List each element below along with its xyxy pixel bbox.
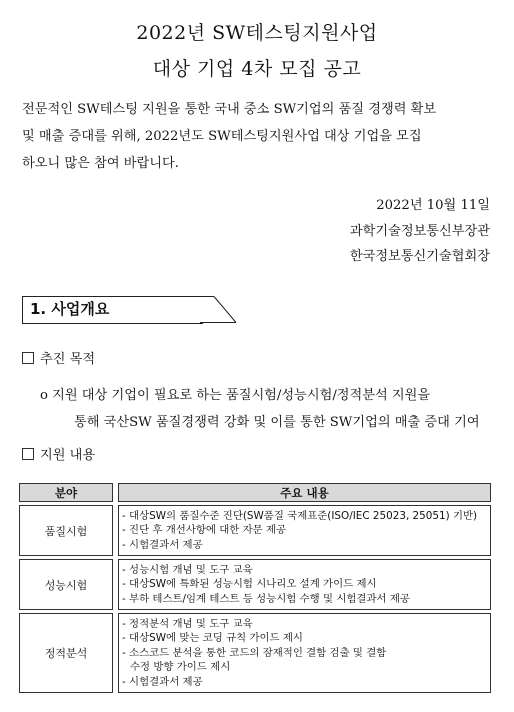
content-item: - 대상SW에 특화된 성능시험 시나리오 설계 가이드 제시 <box>122 578 377 591</box>
content-cell <box>118 613 491 693</box>
purpose-heading-label: 추진 목적 <box>40 352 96 367</box>
category-cell: 품질시험 <box>19 505 113 556</box>
section-title: 1. 사업개요 <box>30 300 110 318</box>
purpose-paragraph <box>40 382 502 436</box>
content-item: - 진단 후 개선사항에 대한 자문 제공 <box>122 524 287 537</box>
announcement-title-line2: 대상 기업 4차 모집 공고 <box>152 58 362 80</box>
intro-line: 전문적인 SW테스팅 지원을 통한 국내 중소 SW기업의 품질 경쟁력 확보 <box>22 102 437 117</box>
content-item: - 소스코드 분석을 통한 코드의 잠재적인 결함 검출 및 결함 <box>122 646 387 659</box>
content-item: - 성능시험 개념 및 도구 교육 <box>122 563 253 576</box>
intro-line: 하오니 많은 참여 바랍니다. <box>22 156 179 171</box>
issuer-ministry: 과학기술정보통신부장관 <box>349 224 490 239</box>
announcement-date: 2022년 10월 11일 <box>376 198 490 213</box>
content-heading-label: 지원 내용 <box>40 448 96 463</box>
content-item: - 시험결과서 제공 <box>122 675 203 688</box>
category-cell: 성능시험 <box>19 559 113 610</box>
content-item: - 부하 테스트/임계 테스트 등 성능시험 수행 및 시험결과서 제공 <box>122 592 410 605</box>
support-content-table <box>19 480 491 696</box>
table-row <box>19 505 491 556</box>
table-row <box>19 613 491 693</box>
table-row <box>19 559 491 610</box>
column-header-content: 주요 내용 <box>118 483 491 502</box>
content-item: - 정적분석 개념 및 도구 교육 <box>122 617 253 630</box>
column-header-category: 분야 <box>19 483 113 502</box>
category-cell: 정적분석 <box>19 613 113 693</box>
content-heading <box>22 444 95 463</box>
content-item: - 대상SW의 품질수준 진단(SW품질 국제표준(ISO/IEC 25023, 25051) 기반) <box>122 509 478 522</box>
announcement-title-line1: 2022년 SW테스팅지원사업 <box>136 22 378 44</box>
section-heading-slant <box>200 296 240 324</box>
issuer-association: 한국정보통신기술협회장 <box>349 249 490 264</box>
content-item: - 시험결과서 제공 <box>122 538 203 551</box>
purpose-line: 통해 국산SW 품질경쟁력 강화 및 이를 통한 SW기업의 매출 증대 기여 <box>74 415 480 430</box>
checkbox-square-icon <box>22 352 34 364</box>
checkbox-square-icon <box>22 448 34 460</box>
intro-paragraph <box>22 96 500 177</box>
content-item: - 대상SW에 맞는 코딩 규칙 가이드 제시 <box>122 632 303 645</box>
purpose-heading <box>22 348 95 367</box>
intro-line: 및 매출 증대를 위해, 2022년도 SW테스팅지원사업 대상 기업을 모집 <box>22 129 422 144</box>
content-item: 수정 방향 가이드 제시 <box>130 661 231 674</box>
purpose-line: o 지원 대상 기업이 필요로 하는 품질시험/성능시험/정적분석 지원을 <box>40 388 431 403</box>
table-header-row <box>19 483 491 502</box>
content-cell <box>118 559 491 610</box>
content-cell <box>118 505 491 556</box>
